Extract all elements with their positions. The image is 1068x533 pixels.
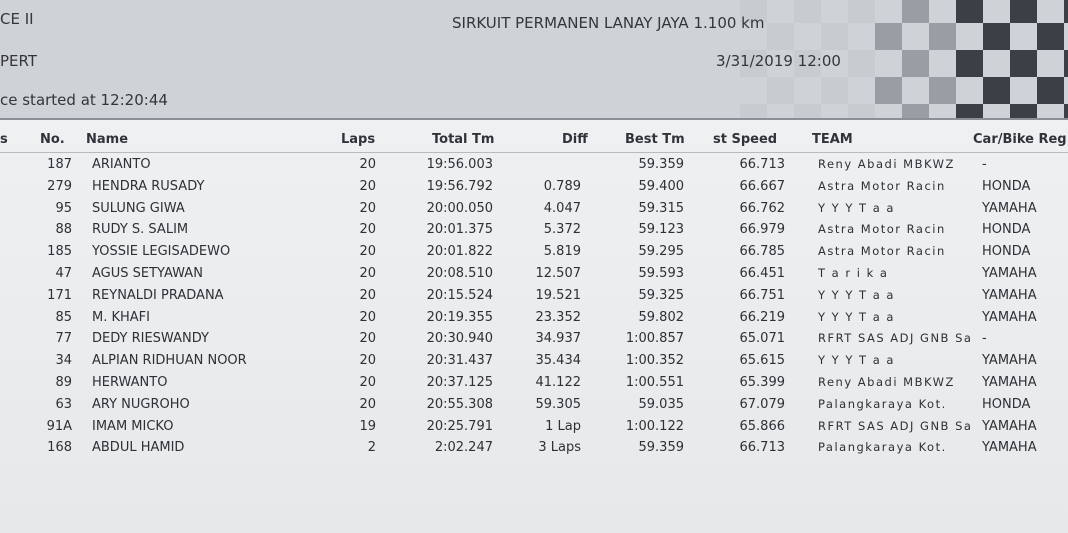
cell-name: DEDY RIESWANDY [92,331,209,347]
cell-name: ARY NUGROHO [92,396,190,412]
cell-total: 20:15.524 [426,287,493,303]
cell-laps: 20 [359,396,376,412]
col-header-pos: s [0,132,8,147]
cell-name: HENDRA RUSADY [92,178,205,194]
session-title: CE II [0,10,34,28]
cell-name: ALPIAN RIDHUAN NOOR [92,353,247,369]
cell-no: 91A [46,418,72,434]
cell-best: 59.315 [638,200,684,216]
cell-bike: YAMAHA [982,266,1037,281]
cell-speed: 66.751 [739,287,785,303]
cell-name: RUDY S. SALIM [92,222,189,238]
cell-name: ARIANTO [92,157,151,172]
cell-speed: 65.866 [739,418,785,434]
cell-best: 59.593 [638,266,684,281]
cell-laps: 20 [359,222,376,238]
cell-team: Y Y Y T a a [818,309,895,324]
col-header-no: No. [40,132,65,147]
cell-team: Palangkaraya Kot. [818,396,947,411]
cell-laps: 20 [359,200,376,216]
cell-speed: 66.219 [739,309,785,325]
col-header-best: Best Tm [625,132,685,147]
cell-team: Y Y Y T a a [818,353,895,368]
cell-laps: 20 [359,178,376,194]
cell-no: 77 [55,331,72,347]
cell-team: Astra Motor Racin [818,222,946,237]
cell-total: 19:56.792 [426,178,493,194]
cell-speed: 65.399 [739,375,785,390]
date-time: 3/31/2019 12:00 [716,52,841,70]
cell-no: 88 [55,222,72,238]
cell-speed: 66.713 [739,157,785,172]
cell-diff: 41.122 [535,375,581,390]
col-header-name: Name [86,132,129,147]
cell-best: 59.035 [638,396,684,412]
cell-speed: 65.615 [739,353,785,369]
cell-diff: 34.937 [535,331,581,347]
cell-diff: 23.352 [535,309,581,325]
cell-speed: 66.762 [739,200,785,216]
table-row [0,328,1068,350]
cell-laps: 20 [359,266,376,281]
cell-bike: YAMAHA [982,353,1037,369]
cell-bike: - [982,331,987,347]
cell-name: M. KHAFI [92,309,150,325]
cell-no: 63 [55,396,72,412]
cell-speed: 67.079 [739,396,785,412]
table-row [0,176,1068,198]
cell-best: 59.359 [638,440,684,456]
cell-diff: 1 Lap [545,418,581,434]
cell-bike: - [982,157,987,172]
cell-best: 1:00.352 [625,353,684,369]
cell-team: RFRT SAS ADJ GNB Sa [818,418,973,433]
table-row [0,219,1068,241]
cell-team: Palangkaraya Kot. [818,440,947,455]
cell-laps: 19 [359,418,376,434]
table-row [0,350,1068,372]
cell-best: 59.802 [638,309,684,325]
cell-bike: YAMAHA [982,440,1037,456]
cell-total: 20:55.308 [426,396,493,412]
cell-laps: 20 [359,309,376,325]
cell-speed: 66.667 [739,178,785,194]
cell-diff: 59.305 [535,396,581,412]
cell-team: Y Y Y T a a [818,287,895,302]
cell-team: Astra Motor Racin [818,178,946,193]
cell-best: 1:00.551 [625,375,684,390]
cell-laps: 20 [359,331,376,347]
cell-name: YOSSIE LEGISADEWO [92,244,231,260]
col-header-team: TEAM [812,132,853,147]
cell-laps: 20 [359,353,376,369]
cell-laps: 20 [359,287,376,303]
cell-best: 1:00.122 [625,418,684,434]
cell-best: 59.359 [638,157,684,172]
cell-diff: 35.434 [535,353,581,369]
cell-total: 20:01.822 [426,244,493,260]
cell-diff: 19.521 [535,287,581,303]
table-row [0,285,1068,307]
cell-total: 20:01.375 [426,222,493,238]
col-header-diff: Diff [562,132,588,147]
cell-bike: YAMAHA [982,200,1037,216]
cell-bike: YAMAHA [982,418,1037,434]
cell-speed: 66.713 [739,440,785,456]
cell-best: 59.123 [638,222,684,238]
cell-no: 187 [47,157,72,172]
cell-team: RFRT SAS ADJ GNB Sa [818,331,973,346]
header-divider [0,152,1068,153]
col-header-laps: Laps [341,132,376,147]
cell-team: Astra Motor Racin [818,244,946,259]
category-label: PERT [0,52,38,70]
table-row [0,416,1068,438]
cell-total: 19:56.003 [426,157,493,172]
cell-total: 20:08.510 [426,266,493,281]
cell-no: 85 [55,309,72,325]
cell-total: 20:31.437 [426,353,493,369]
cell-name: AGUS SETYAWAN [92,266,203,281]
cell-best: 1:00.857 [625,331,684,347]
cell-diff: 5.372 [543,222,581,238]
race-start-time: ce started at 12:20:44 [0,91,168,109]
circuit-title: SIRKUIT PERMANEN LANAY JAYA 1.100 km [452,14,765,32]
cell-bike: HONDA [982,244,1031,260]
cell-no: 171 [47,287,72,303]
cell-name: REYNALDI PRADANA [92,287,224,303]
cell-no: 47 [55,266,72,281]
cell-bike: HONDA [982,222,1031,238]
cell-total: 20:30.940 [426,331,493,347]
col-header-total: Total Tm [432,132,495,147]
col-header-bike: Car/Bike Reg [973,132,1067,147]
cell-team: Reny Abadi MBKWZ [818,157,955,171]
table-row [0,307,1068,329]
cell-total: 20:19.355 [426,309,493,325]
cell-laps: 20 [359,244,376,260]
cell-best: 59.325 [638,287,684,303]
cell-best: 59.400 [638,178,684,194]
cell-laps: 20 [359,375,376,390]
cell-bike: HONDA [982,396,1031,412]
cell-no: 89 [55,375,72,390]
cell-diff: 0.789 [543,178,581,194]
cell-no: 185 [47,244,72,260]
cell-diff: 12.507 [535,266,581,281]
cell-laps: 20 [359,157,376,172]
table-row [0,437,1068,459]
cell-no: 95 [55,200,72,216]
cell-no: 34 [55,353,72,369]
cell-best: 59.295 [638,244,684,260]
cell-total: 20:00.050 [426,200,493,216]
cell-bike: YAMAHA [982,287,1037,303]
cell-diff: 4.047 [543,200,581,216]
cell-total: 20:25.791 [426,418,493,434]
table-row [0,154,1068,176]
table-row [0,372,1068,394]
cell-team: Y Y Y T a a [818,200,895,215]
table-row [0,198,1068,220]
table-row [0,263,1068,285]
cell-diff: 5.819 [543,244,581,260]
cell-name: IMAM MICKO [92,418,174,434]
cell-team: T a r i k a [818,266,889,280]
results-header [0,0,1068,120]
cell-name: HERWANTO [92,375,168,390]
table-row [0,241,1068,263]
cell-laps: 2 [367,440,376,456]
cell-team: Reny Abadi MBKWZ [818,375,955,389]
results-table [0,120,1068,533]
col-header-speed: st Speed [713,132,778,147]
cell-bike: YAMAHA [982,375,1037,390]
cell-bike: HONDA [982,178,1031,194]
cell-name: SULUNG GIWA [92,200,185,216]
cell-speed: 66.451 [739,266,785,281]
cell-no: 168 [47,440,72,456]
cell-name: ABDUL HAMID [92,440,185,456]
cell-total: 2:02.247 [434,440,493,456]
cell-diff: 3 Laps [538,440,581,456]
table-row [0,394,1068,416]
cell-speed: 66.979 [739,222,785,238]
cell-speed: 65.071 [739,331,785,347]
cell-bike: YAMAHA [982,309,1037,325]
cell-speed: 66.785 [739,244,785,260]
cell-total: 20:37.125 [426,375,493,390]
cell-no: 279 [47,178,72,194]
